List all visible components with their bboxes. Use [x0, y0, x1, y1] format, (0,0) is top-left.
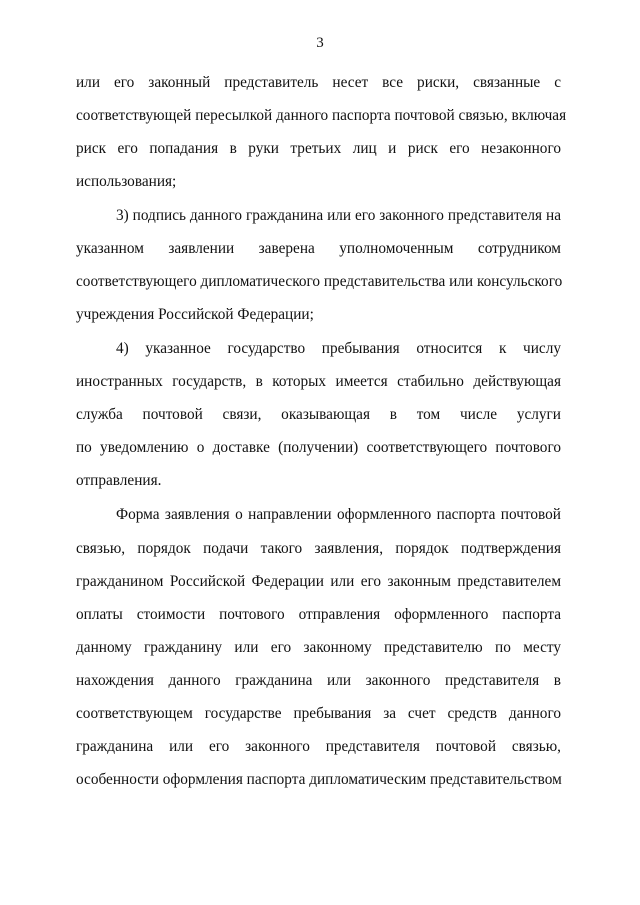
text-line: 3) подпись данного гражданина или его законного представителя на [116, 207, 561, 224]
text-line: нахождения данного гражданина или законного представителя в [76, 672, 561, 689]
text-line: Форма заявления о направлении оформленного паспорта почтовой [116, 506, 561, 523]
page-number: 3 [316, 35, 324, 51]
text-line: отправления. [76, 472, 162, 489]
text-line: учреждения Российской Федерации; [76, 306, 314, 323]
text-line: иностранных государств, в которых имеется стабильно действующая [76, 373, 561, 390]
text-line: соответствующем государстве пребывания за счет средств данного [76, 705, 561, 722]
text-line: гражданином Российской Федерации или его законным представителем [76, 573, 561, 590]
text-line: соответствующей пересылкой данного паспорта почтовой связью, включая [76, 107, 567, 124]
text-line: служба почтовой связи, оказывающая в том числе услуги [76, 406, 561, 423]
text-line: указанном заявлении заверена уполномоченным сотрудником [76, 240, 561, 257]
text-line: особенности оформления паспорта дипломатическим представительством [76, 771, 562, 788]
text-line: 4) указанное государство пребывания относится к числу [116, 340, 561, 357]
text-line: риск его попадания в руки третьих лиц и риск его незаконного [76, 140, 561, 157]
text-line: оплаты стоимости почтового отправления оформленного паспорта [76, 606, 561, 623]
text-line: связью, порядок подачи такого заявления, порядок подтверждения [76, 540, 561, 557]
text-line: данному гражданину или его законному представителю по месту [76, 639, 561, 656]
text-line: гражданина или его законного представителя почтовой связью, [76, 738, 561, 755]
text-line: соответствующего дипломатического представительства или консульского [76, 273, 563, 290]
text-line: или его законный представитель несет все риски, связанные с [76, 74, 561, 91]
text-line: по уведомлению о доставке (получении) соответствующего почтового [76, 439, 561, 456]
text-line: использования; [76, 173, 177, 190]
